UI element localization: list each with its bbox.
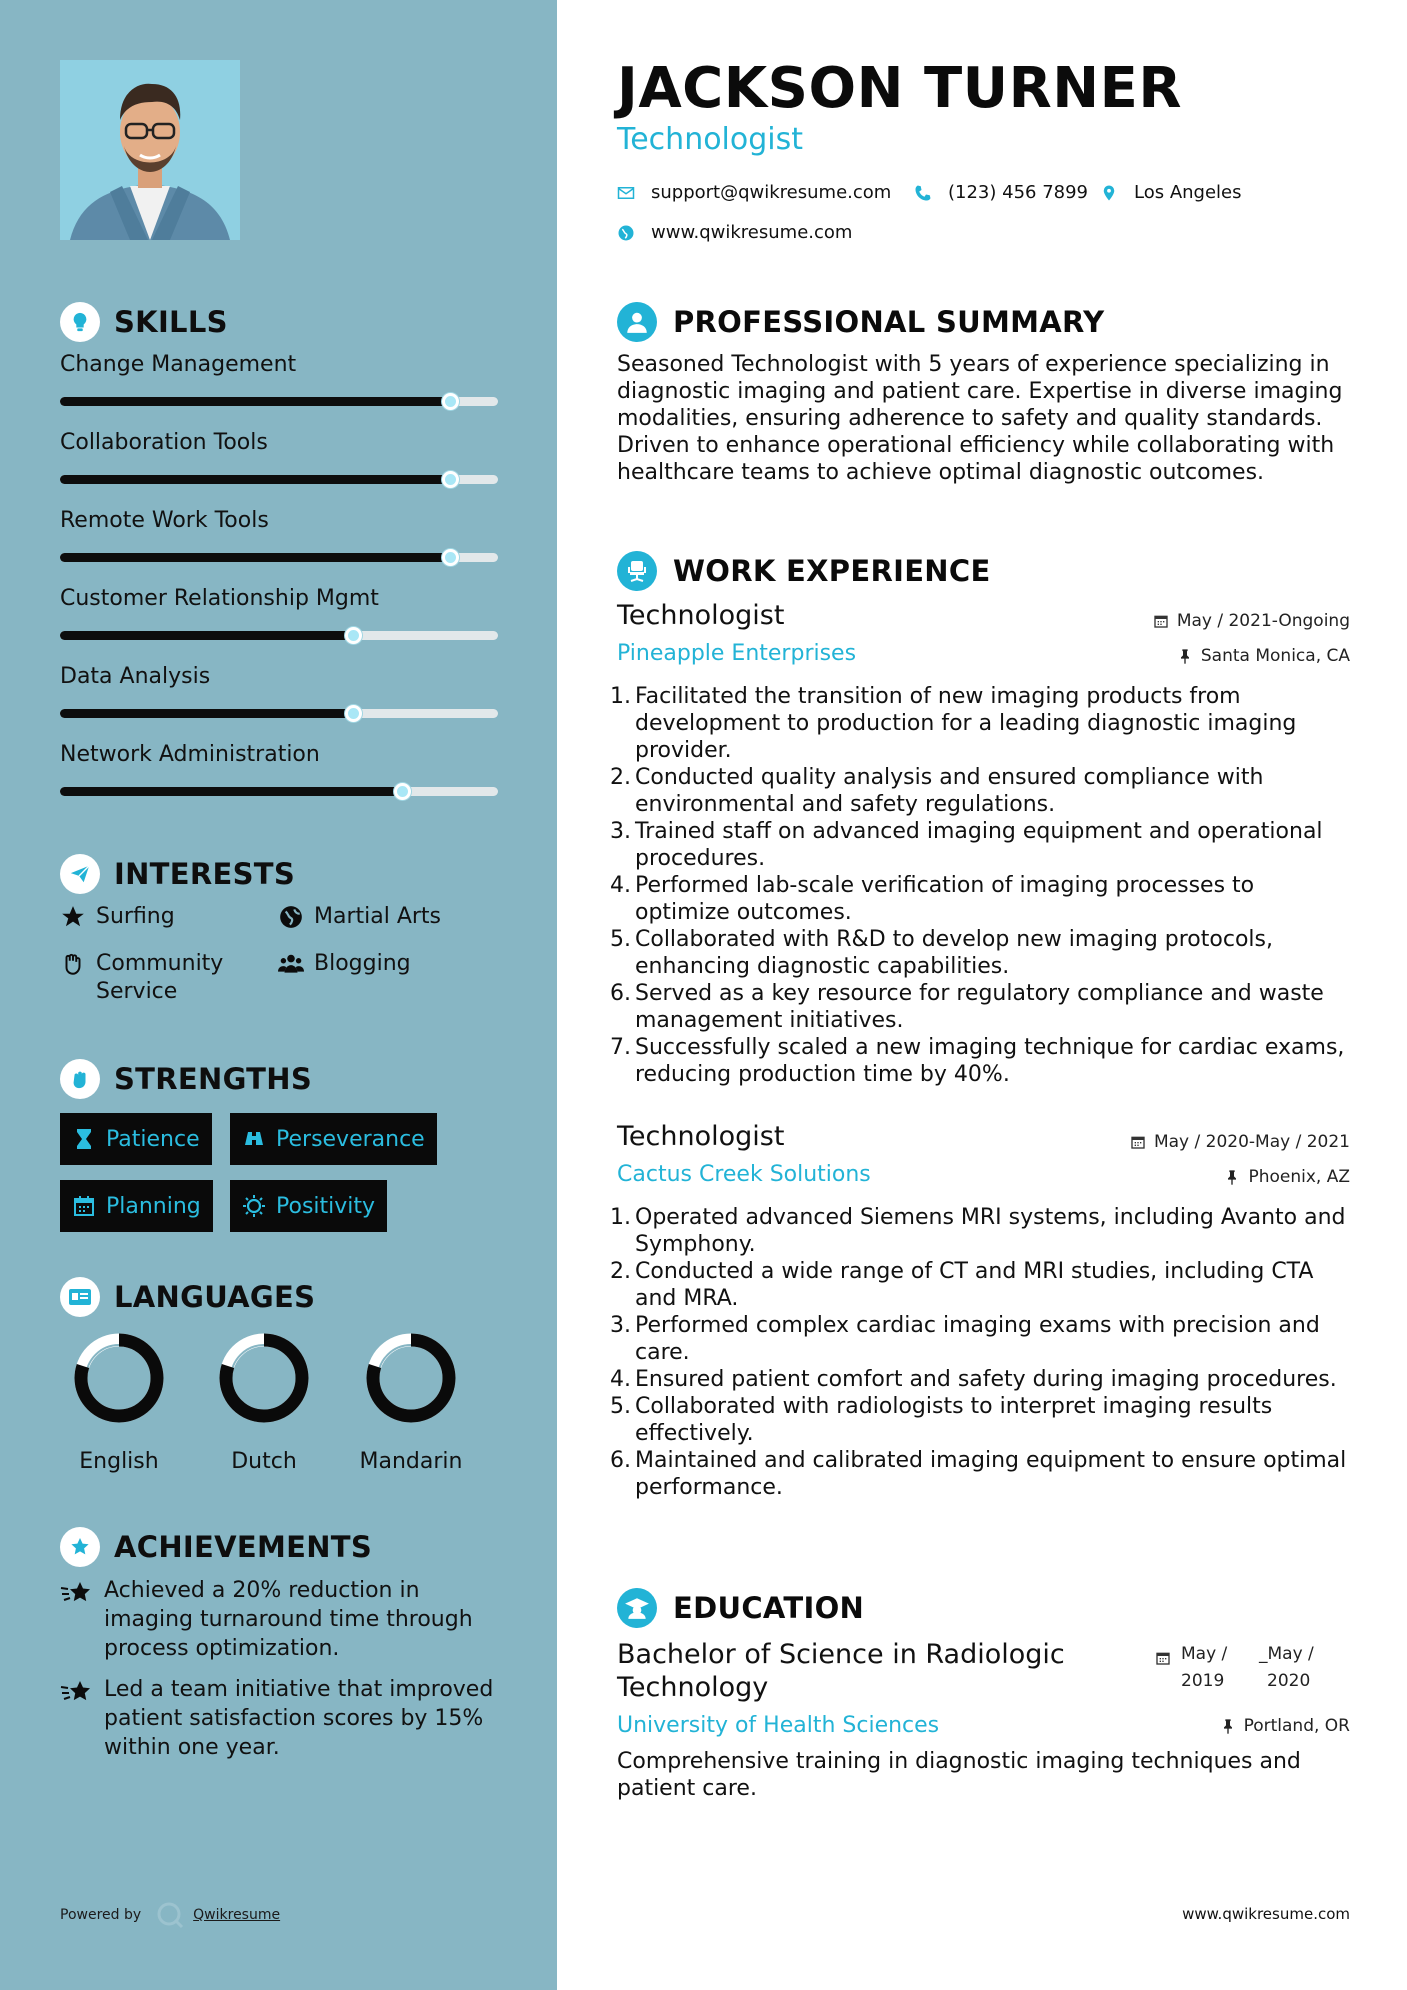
job-duty-text: Facilitated the transition of new imaging products from development to production for a leading diagnostic imaging provider. <box>635 684 1297 763</box>
summary-heading <box>617 302 1104 342</box>
star-burst-icon <box>60 1578 94 1608</box>
job-company: Cactus Creek Solutions <box>617 1162 871 1187</box>
education-start-year: 2019 <box>1181 1671 1225 1691</box>
qwikresume-logo-icon <box>155 1900 185 1930</box>
interest-label: Surfing <box>96 904 175 929</box>
job-duty-item <box>609 818 1354 872</box>
education-start-month: May / <box>1181 1644 1228 1664</box>
qwikresume-link[interactable]: Qwikresume <box>193 1907 281 1923</box>
user-icon <box>617 302 657 342</box>
strength-label: Planning <box>106 1193 201 1219</box>
job-duty-item <box>609 1312 1354 1366</box>
job-duty-item <box>609 980 1354 1034</box>
skill-item <box>60 664 498 742</box>
language-item <box>351 1331 471 1474</box>
phone-text: (123) 456 7899 <box>948 182 1089 203</box>
interest-item <box>278 950 411 978</box>
envelope-icon <box>617 184 635 202</box>
strengths-title: STRENGTHS <box>114 1062 313 1096</box>
skill-level-knob <box>442 471 459 488</box>
job-location <box>1177 646 1350 666</box>
skill-name: Data Analysis <box>60 664 211 689</box>
job-duty-number: 1. <box>610 684 631 709</box>
skill-level-knob <box>394 783 411 800</box>
job-duty-item <box>609 872 1354 926</box>
skill-item <box>60 430 498 508</box>
job-duty-number: 5. <box>610 1394 631 1419</box>
strength-tag <box>60 1113 212 1165</box>
job-dates <box>1130 1132 1350 1152</box>
degree-title: Bachelor of Science in Radiologic Technology <box>617 1639 1065 1703</box>
skill-level-fill <box>60 631 353 640</box>
strength-label: Perseverance <box>276 1126 425 1152</box>
paper-plane-icon <box>60 854 100 894</box>
job-duty-text: Successfully scaled a new imaging technique for cardiac exams, reducing production time by 40%. <box>635 1035 1345 1087</box>
skill-name: Remote Work Tools <box>60 508 269 533</box>
pushpin-icon <box>1177 648 1193 664</box>
job-duty-text: Performed lab-scale verification of imaging processes to optimize outcomes. <box>635 873 1255 925</box>
job-duty-number: 5. <box>610 927 631 952</box>
language-level-ring <box>217 1331 311 1425</box>
graduate-icon <box>617 1588 657 1628</box>
fist-icon <box>60 1059 100 1099</box>
education-start <box>1181 1641 1259 1695</box>
job-duties-list <box>609 1204 1354 1501</box>
job-duty-number: 1. <box>610 1205 631 1230</box>
achievements-heading <box>60 1527 372 1567</box>
strength-label: Positivity <box>276 1193 376 1219</box>
skill-level-knob <box>345 705 362 722</box>
skill-level-fill <box>60 397 450 406</box>
main-content <box>557 0 1407 1990</box>
job-duty-item <box>609 1393 1354 1447</box>
map-pin-icon <box>1100 184 1118 202</box>
skill-name: Network Administration <box>60 742 320 767</box>
job-duty-text: Trained staff on advanced imaging equipment and operational procedures. <box>635 819 1323 871</box>
job-duty-number: 2. <box>610 765 631 790</box>
education-end <box>1259 1641 1337 1695</box>
school-name: University of Health Sciences <box>617 1713 940 1738</box>
job-dates-text: May / 2020-May / 2021 <box>1153 1132 1350 1152</box>
interests-title: INTERESTS <box>114 857 296 891</box>
job-location-text: Santa Monica, CA <box>1200 646 1350 666</box>
job-duties-list <box>609 683 1354 1088</box>
job-title: Technologist <box>617 600 785 631</box>
lightbulb-icon <box>60 302 100 342</box>
powered-by <box>60 1900 280 1930</box>
job-duty-text: Served as a key resource for regulatory compliance and waste management initiatives. <box>635 981 1324 1033</box>
interests-heading <box>60 854 295 894</box>
star-burst-icon <box>60 1677 94 1707</box>
location-text: Los Angeles <box>1134 182 1242 203</box>
users-icon <box>278 951 304 977</box>
skill-level-bar <box>60 787 498 796</box>
skill-item <box>60 352 498 430</box>
interest-item <box>60 950 223 1006</box>
job-duty-number: 6. <box>610 981 631 1006</box>
trophy-star-icon <box>60 1527 100 1567</box>
strength-tag <box>230 1180 387 1232</box>
skill-level-bar <box>60 397 498 406</box>
calendar-icon <box>1155 1650 1171 1666</box>
education-location-text: Portland, OR <box>1243 1716 1350 1736</box>
achievement-text: Led a team initiative that improved patient satisfaction scores by 15% within one year. <box>104 1677 494 1760</box>
job-duty-item <box>609 1447 1354 1501</box>
job-duty-text: Maintained and calibrated imaging equipment to ensure optimal performance. <box>635 1448 1347 1500</box>
globe-icon <box>617 224 635 242</box>
skill-level-knob <box>442 393 459 410</box>
language-item <box>204 1331 324 1474</box>
summary-text: Seasoned Technologist with 5 years of experience specializing in diagnostic imaging and patient care. Expertise in diverse imaging modalities, ensuring adherence to safety and quality standards. Driven to enhance operational efficiency while collaborating with healthcare teams to achieve optimal diagnostic outcomes. <box>617 352 1343 485</box>
skill-name: Change Management <box>60 352 297 377</box>
interest-label: Martial Arts <box>314 904 442 929</box>
education-description: Comprehensive training in diagnostic imaging techniques and patient care. <box>617 1749 1301 1801</box>
job-dates-text: May / 2021-Ongoing <box>1176 611 1350 631</box>
calendar-icon <box>1130 1134 1146 1150</box>
star-icon <box>60 904 86 930</box>
skills-title: SKILLS <box>114 305 228 339</box>
job-duty-number: 6. <box>610 1448 631 1473</box>
job-duty-number: 4. <box>610 1367 631 1392</box>
job-duty-item <box>609 1204 1354 1258</box>
job-duty-item <box>609 683 1354 764</box>
interest-label: Blogging <box>314 951 411 976</box>
job-duty-text: Collaborated with R&D to develop new imaging protocols, enhancing diagnostic capabilities. <box>635 927 1273 979</box>
language-item <box>59 1331 179 1474</box>
calendar-icon <box>1153 613 1169 629</box>
languages-heading <box>60 1277 315 1317</box>
job-duty-item <box>609 1366 1354 1393</box>
language-name: English <box>79 1449 159 1474</box>
languages-title: LANGUAGES <box>114 1280 316 1314</box>
work-title: WORK EXPERIENCE <box>673 554 991 588</box>
skill-name: Customer Relationship Mgmt <box>60 586 379 611</box>
office-chair-icon <box>617 551 657 591</box>
education-end-month: _May / <box>1259 1644 1314 1664</box>
candidate-name: JACKSON TURNER <box>617 56 1183 121</box>
job-duty-text: Collaborated with radiologists to interpret imaging results effectively. <box>635 1394 1273 1446</box>
job-location-text: Phoenix, AZ <box>1248 1167 1350 1187</box>
achievements-title: ACHIEVEMENTS <box>114 1530 373 1564</box>
skill-level-bar <box>60 631 498 640</box>
interest-item <box>60 903 175 931</box>
job-duty-text: Conducted a wide range of CT and MRI studies, including CTA and MRA. <box>635 1259 1314 1311</box>
globe-icon <box>278 904 304 930</box>
achievement-item <box>60 1675 500 1762</box>
job-duty-text: Ensured patient comfort and safety during imaging procedures. <box>635 1367 1337 1392</box>
job-duty-item <box>609 926 1354 980</box>
contact-website[interactable] <box>617 222 852 243</box>
interest-label: Community Service <box>96 951 224 1004</box>
pushpin-icon <box>1220 1718 1236 1734</box>
strength-tag <box>60 1180 213 1232</box>
hand-icon <box>60 951 86 977</box>
education-heading <box>617 1588 864 1628</box>
education-dates <box>1155 1641 1337 1695</box>
skill-item <box>60 586 498 664</box>
skill-level-bar <box>60 553 498 562</box>
skill-level-fill <box>60 709 353 718</box>
sidebar <box>0 0 557 1990</box>
skill-level-bar <box>60 709 498 718</box>
contact-location <box>1100 182 1242 203</box>
website-text: www.qwikresume.com <box>651 222 853 243</box>
footer-url[interactable]: www.qwikresume.com <box>1182 1905 1350 1923</box>
calendar-icon <box>72 1194 96 1218</box>
skill-level-knob <box>345 627 362 644</box>
achievement-item <box>60 1576 500 1663</box>
skill-level-fill <box>60 787 402 796</box>
language-level-ring <box>72 1331 166 1425</box>
candidate-role: Technologist <box>617 122 804 157</box>
job-duty-text: Performed complex cardiac imaging exams with precision and care. <box>635 1313 1320 1365</box>
job-duty-number: 4. <box>610 873 631 898</box>
education-title: EDUCATION <box>673 1591 865 1625</box>
job-duty-text: Operated advanced Siemens MRI systems, including Avanto and Symphony. <box>635 1205 1346 1257</box>
language-name: Dutch <box>231 1449 297 1474</box>
interest-item <box>278 903 441 931</box>
education-end-year: 2020 <box>1267 1671 1311 1691</box>
strength-label: Patience <box>106 1126 200 1152</box>
job-company: Pineapple Enterprises <box>617 641 857 666</box>
job-location <box>1224 1167 1350 1187</box>
work-heading <box>617 551 991 591</box>
job-duty-number: 3. <box>610 819 631 844</box>
job-duty-number: 7. <box>610 1035 631 1060</box>
strengths-heading <box>60 1059 312 1099</box>
skill-level-fill <box>60 553 450 562</box>
job-dates <box>1153 611 1350 631</box>
job-duty-number: 3. <box>610 1313 631 1338</box>
binoculars-icon <box>242 1127 266 1151</box>
contact-email[interactable] <box>617 182 891 203</box>
hourglass-icon <box>72 1127 96 1151</box>
job-duty-text: Conducted quality analysis and ensured compliance with environmental and safety regulations. <box>635 765 1264 817</box>
skills-heading <box>60 302 228 342</box>
language-level-ring <box>364 1331 458 1425</box>
phone-icon <box>914 184 932 202</box>
contact-phone[interactable] <box>914 182 1088 203</box>
skill-item <box>60 742 498 820</box>
email-text: support@qwikresume.com <box>651 182 892 203</box>
job-duty-item <box>609 1034 1354 1088</box>
skill-name: Collaboration Tools <box>60 430 268 455</box>
job-duty-item <box>609 1258 1354 1312</box>
id-card-icon <box>60 1277 100 1317</box>
sun-icon <box>242 1194 266 1218</box>
skill-item <box>60 508 498 586</box>
achievement-text: Achieved a 20% reduction in imaging turnaround time through process optimization. <box>104 1578 473 1661</box>
language-name: Mandarin <box>359 1449 463 1474</box>
job-duty-number: 2. <box>610 1259 631 1284</box>
summary-title: PROFESSIONAL SUMMARY <box>673 305 1105 339</box>
education-location <box>1220 1716 1350 1736</box>
profile-photo <box>60 60 240 240</box>
skill-level-bar <box>60 475 498 484</box>
job-duty-item <box>609 764 1354 818</box>
pushpin-icon <box>1224 1169 1240 1185</box>
skill-level-knob <box>442 549 459 566</box>
powered-by-label: Powered by <box>60 1907 142 1923</box>
job-title: Technologist <box>617 1121 785 1152</box>
strength-tag <box>230 1113 437 1165</box>
skill-level-fill <box>60 475 450 484</box>
